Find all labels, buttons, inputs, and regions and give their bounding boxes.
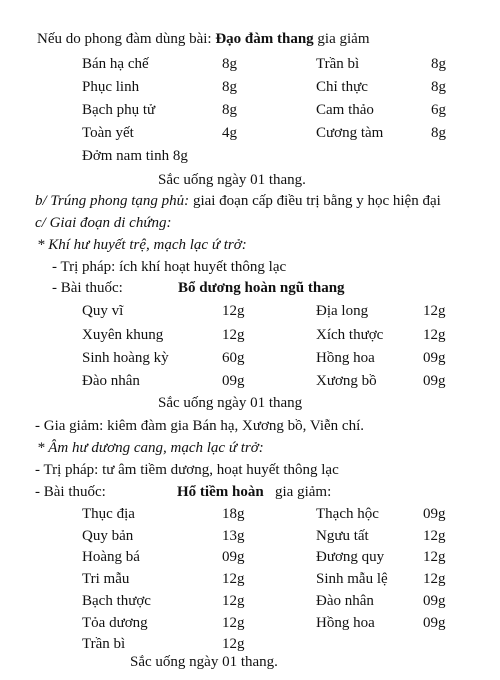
herb-dose: 12g — [423, 549, 446, 565]
herb-name: Thạch hộc — [316, 506, 379, 522]
herb-dose: 8g — [431, 56, 446, 72]
herb-name: Xương bồ — [316, 373, 377, 389]
formula-suffix: gia giảm: — [275, 484, 332, 500]
syndrome-heading: * Âm hư dương cang, mạch lạc ứ trở: — [37, 440, 264, 456]
dosage-note: Sắc uống ngày 01 thang — [158, 395, 303, 411]
herb-name: Hồng hoa — [316, 615, 375, 631]
herb-name: Bạch phụ tử — [82, 102, 156, 118]
herb-dose: 8g — [222, 56, 237, 72]
herb-name: Tri mẫu — [82, 571, 130, 587]
herb-dose: 09g — [222, 549, 245, 565]
section-b-text: giai đoạn cấp điều trị bằng y học hiện đại — [192, 193, 441, 209]
herb-dose: 8g — [431, 79, 446, 95]
herb-name: Sinh hoàng kỳ — [82, 350, 169, 366]
herb-name: Chỉ thực — [316, 79, 368, 95]
herb-name: Thục địa — [82, 506, 135, 522]
herb-name: Đào nhân — [316, 593, 374, 609]
herb-dose: 12g — [222, 636, 245, 652]
herb-dose: 18g — [222, 506, 245, 522]
herb-name: Quy bản — [82, 528, 134, 544]
treatment-line: - Trị pháp: ích khí hoạt huyết thông lạc — [52, 259, 287, 275]
syndrome-heading: * Khí hư huyết trệ, mạch lạc ứ trở: — [37, 237, 247, 253]
herb-dose: 12g — [423, 327, 446, 343]
herb-dose: 8g — [222, 79, 237, 95]
formula-name: Bổ dương hoàn ngũ thang — [178, 280, 345, 296]
herb-dose: 8g — [222, 102, 237, 118]
herb-dose: 8g — [431, 125, 446, 141]
herb-dose: 12g — [423, 571, 446, 587]
herb-name: Địa long — [316, 303, 369, 319]
formula-label: - Bài thuốc: — [35, 484, 106, 500]
herb-dose: 13g — [222, 528, 245, 544]
herb-name: Đương quy — [316, 549, 385, 565]
herb-name: Toàn yết — [82, 125, 134, 141]
herb-name: Trần bì — [316, 56, 360, 72]
herb-name: Trần bì — [82, 636, 126, 652]
herb-name: Đởm nam tinh 8g — [82, 148, 188, 164]
herb-name: Cam thảo — [316, 102, 374, 118]
herb-name: Phục linh — [82, 79, 140, 95]
modification-line: - Gia giảm: kiêm đàm gia Bán hạ, Xương bồ, Viễn chí. — [35, 418, 364, 434]
intro-suffix: gia giảm — [317, 31, 370, 47]
herb-dose: 12g — [222, 303, 245, 319]
herb-dose: 4g — [222, 125, 237, 141]
herb-dose: 12g — [423, 303, 446, 319]
herb-dose: 09g — [423, 373, 446, 389]
formula-line — [52, 280, 345, 296]
formula-line — [35, 484, 332, 500]
herb-dose: 09g — [222, 373, 245, 389]
herb-dose: 12g — [222, 327, 245, 343]
herb-name: Xích thược — [316, 327, 384, 343]
herb-name: Xuyên khung — [82, 327, 164, 343]
herb-dose: 12g — [222, 593, 245, 609]
herb-name: Tỏa dương — [82, 615, 148, 631]
section-b-label: b/ Trúng phong tạng phủ: — [35, 193, 190, 209]
section-b — [35, 194, 441, 209]
herb-dose: 09g — [423, 615, 446, 631]
herb-dose: 60g — [222, 350, 245, 366]
remedy-name: Đạo đàm thang — [215, 31, 314, 47]
herb-name: Sinh mẫu lệ — [316, 571, 388, 587]
formula-label: - Bài thuốc: — [52, 280, 123, 296]
herb-dose: 09g — [423, 506, 446, 522]
herb-name: Đào nhân — [82, 373, 140, 389]
section-c-heading: c/ Giai đoạn di chứng: — [35, 215, 172, 231]
herb-name: Hồng hoa — [316, 350, 375, 366]
herb-name: Quy vĩ — [82, 303, 124, 319]
dosage-note: Sắc uống ngày 01 thang. — [158, 172, 306, 188]
herb-dose: 12g — [423, 528, 446, 544]
herb-dose: 09g — [423, 593, 446, 609]
herb-name: Cương tàm — [316, 125, 384, 141]
herb-name: Bán hạ chế — [82, 56, 149, 72]
herb-dose: 6g — [431, 102, 446, 118]
treatment-line: - Trị pháp: tư âm tiềm dương, hoạt huyết thông lạc — [35, 462, 339, 478]
herb-dose: 12g — [222, 571, 245, 587]
intro-line — [37, 32, 370, 47]
intro-prefix: Nếu do phong đàm dùng bài: — [37, 31, 212, 47]
herb-dose: 09g — [423, 350, 446, 366]
herb-name: Bạch thược — [82, 593, 151, 609]
herb-name: Hoàng bá — [82, 549, 140, 565]
dosage-note: Sắc uống ngày 01 thang. — [130, 654, 278, 670]
formula-name: Hổ tiềm hoàn — [177, 484, 264, 500]
herb-dose: 12g — [222, 615, 245, 631]
herb-name: Ngưu tất — [316, 528, 369, 544]
